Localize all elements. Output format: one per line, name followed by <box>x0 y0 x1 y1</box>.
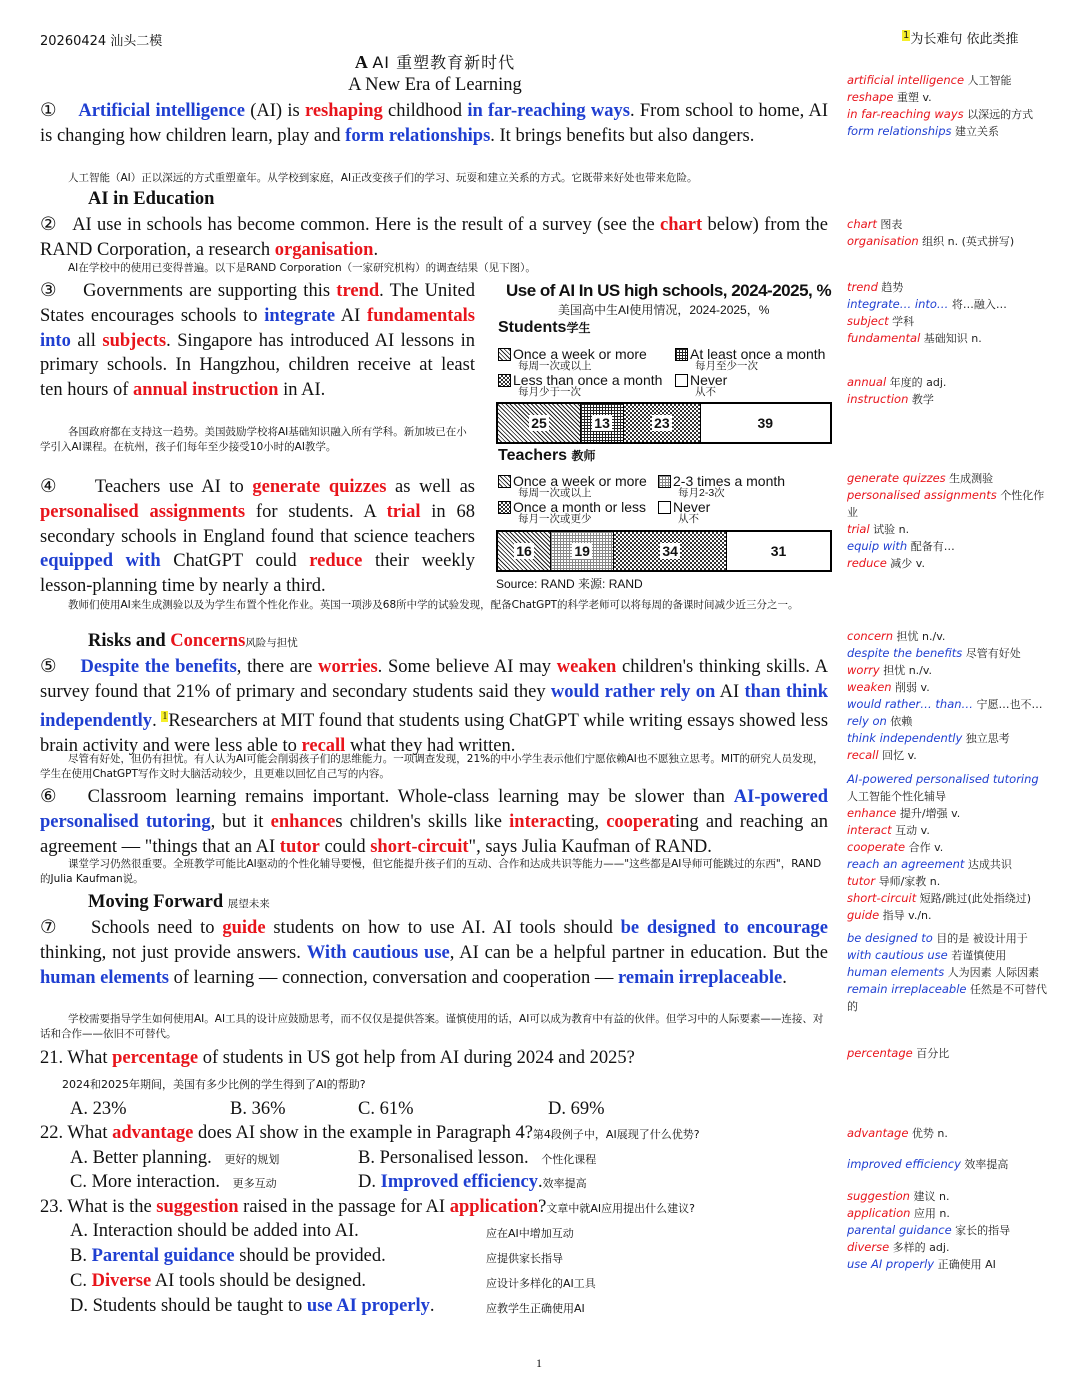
title-letter: A <box>354 52 368 72</box>
glossary-entry: use AI properly 正确使用 AI <box>847 1257 996 1271</box>
paragraph-2: ② AI use in schools has become common. Here is the result of a survey (see the chart below) from the RAND Corporation, a research organisation. <box>40 215 829 260</box>
q21-option-a[interactable]: A. 23% <box>70 1099 127 1119</box>
usage-chart <box>496 281 836 593</box>
glossary-block <box>847 1188 1047 1273</box>
q21-option-b[interactable]: B. 36% <box>230 1099 286 1119</box>
q21-option-c[interactable]: C. 61% <box>358 1099 414 1119</box>
q23-option-d-translation: 应教学生正确使用AI <box>486 1302 585 1315</box>
glossary-entry: improved efficiency 效率提高 <box>847 1157 1009 1171</box>
bar-segment <box>727 532 830 570</box>
bar-value-label: 13 <box>594 415 610 431</box>
teachers-group-label: Teachers 教师 <box>498 447 596 464</box>
glossary-entry: trial 试验 n. <box>847 522 910 536</box>
bar-value-label: 19 <box>574 543 590 559</box>
bar-segment <box>551 532 614 570</box>
pattern-swatch <box>498 348 511 361</box>
bar-value-label: 31 <box>770 543 787 559</box>
header-left: 20260424 汕头二模 <box>40 34 163 49</box>
q21-option-d[interactable]: D. 69% <box>548 1099 605 1119</box>
bar-segment <box>624 404 700 442</box>
q22-option-a[interactable]: A. Better planning. 更好的规划 <box>70 1148 280 1168</box>
glossary-block <box>847 374 1047 408</box>
pattern-swatch <box>658 501 671 514</box>
paragraph-6: ⑥ Classroom learning remains important. Whole-class learning may be slower than AI-powered personalised tutoring, but it enhances children's skills like interacting, cooperating and reaching an agreement — "things that an AI tutor could short-circuit", says Julia Kaufman of RAND. <box>40 787 829 857</box>
paragraph-6-translation: 课堂学习仍然很重要。全班教学可能比AI驱动的个性化辅导要慢，但它能提升孩子们的互动、合作和达成共识等能力——"这些都是AI导师可能跳过的东西"，RAND的Julia Kaufman说。 <box>40 858 822 885</box>
pattern-swatch <box>658 475 671 488</box>
glossary-entry: think independently 独立思考 <box>847 731 1010 745</box>
glossary-entry: fundamental 基础知识 n. <box>847 331 982 345</box>
glossary-entry: AI-powered personalised tutoring 人工智能个性化辅导 <box>847 772 1039 803</box>
q22-option-d[interactable]: D. Improved efficiency.效率提高 <box>358 1172 587 1192</box>
paragraph-1-translation: 人工智能（AI）正以深远的方式重塑童年。从学校到家庭，AI正改变孩子们的学习、玩耍和建立关系的方式。它既带来好处也带来危险。 <box>68 172 698 184</box>
legend-item: Once a week or more 每周一次或以上 <box>498 347 647 372</box>
glossary-entry: short-circuit 短路/跳过(此处指绕过) <box>847 891 1032 905</box>
glossary-block <box>847 771 1047 924</box>
page-subtitle: A New Era of Learning <box>348 75 522 95</box>
question-22: 22. What advantage does AI show in the example in Paragraph 4?第4段例子中，AI展现了什么优势? <box>40 1123 700 1143</box>
header-note: 为长难句 依此类推 <box>910 32 1019 47</box>
paragraph-7-translation: 学校需要指导学生如何使用AI。AI工具的设计应鼓励思考，而不仅仅是提供答案。谨慎使用的话，AI可以成为教育中有益的伙伴。但学习中的人际要素——连接、对话和合作——依旧不可替代。 <box>40 1013 824 1040</box>
glossary-entry: diverse 多样的 adj. <box>847 1240 950 1254</box>
glossary-block <box>847 628 1047 764</box>
glossary-entry: application 应用 n. <box>847 1206 950 1220</box>
students-stacked-bar <box>496 402 832 444</box>
glossary-entry: chart 图表 <box>847 217 903 231</box>
legend-item: Once a week or more 每周一次或以上 <box>498 474 647 499</box>
bar-segment <box>498 532 551 570</box>
pattern-swatch <box>675 348 688 361</box>
paragraph-4: ④ Teachers use AI to generate quizzes as well as personalised assignments for students. A trial in 68 secondary schools in England found that science teachers equipped with ChatGPT could reduce their weekly lesson-planning time by nearly a third. <box>40 477 476 597</box>
paragraph-3: ③ Governments are supporting this trend. The United States encourages schools to integrate AI fundamentals into all subjects. Singapore has introduced AI lessons in primary schools. In Hangzhou, children receive at least ten hours of annual instruction in AI. <box>40 281 476 401</box>
legend-item: Never 从不 <box>675 373 727 398</box>
students-legend <box>496 345 836 401</box>
q23-option-b-translation: 应提供家长指导 <box>486 1252 563 1265</box>
bar-segment <box>498 404 581 442</box>
paragraph-5: ⑤ Despite the benefits, there are worries. Some believe AI may weaken children's thinking skills. A survey found that 21% of primary and secondary students said they would rather rely on AI than think independently. $^1$Researchers at MIT found that students using ChatGPT while writing essays showed less brain activity and were less able to recall what they had written. <box>40 657 829 756</box>
q23-option-b[interactable]: B. Parental guidance should be provided. <box>70 1246 386 1266</box>
glossary-block <box>847 72 1047 140</box>
bar-value-label: 23 <box>654 415 670 431</box>
glossary-block <box>847 1045 1047 1062</box>
q22-option-b[interactable]: B. Personalised lesson. 个性化课程 <box>358 1148 597 1168</box>
teachers-legend <box>496 472 836 528</box>
page-title <box>0 50 870 73</box>
bar-value-label: 39 <box>757 415 774 431</box>
glossary-entry: in far-reaching ways 以深远的方式 <box>847 107 1034 121</box>
question-21-translation: 2024和2025年期间，美国有多少比例的学生得到了AI的帮助? <box>62 1078 366 1091</box>
glossary-entry: would rather… than… 宁愿…也不… <box>847 697 1043 711</box>
paragraph-2-translation: AI在学校中的使用已变得普遍。以下是RAND Corporation（一家研究机构）的调查结果（见下图）。 <box>68 262 536 274</box>
bar-value-label: 16 <box>516 543 532 559</box>
bar-value-label: 25 <box>531 415 547 431</box>
glossary-entry: suggestion 建议 n. <box>847 1189 950 1203</box>
glossary-entry: organisation 组织 n. (英式拼写) <box>847 234 1015 248</box>
legend-item: 2-3 times a month 每月2-3次 <box>658 474 785 499</box>
glossary-entry: with cautious use 若谨慎使用 <box>847 948 1007 962</box>
glossary-entry: reduce 减少 v. <box>847 556 925 570</box>
section-heading-forward: Moving Forward 展望未来 <box>88 892 270 912</box>
glossary-entry: cooperate 合作 v. <box>847 840 944 854</box>
section-heading-education: AI in Education <box>88 189 215 209</box>
glossary-entry: reach an agreement 达成共识 <box>847 857 1012 871</box>
glossary-block <box>847 470 1047 572</box>
glossary-block <box>847 279 1047 347</box>
title-text: AI 重塑教育新时代 <box>372 53 516 72</box>
glossary-entry: concern 担忧 n./v. <box>847 629 946 643</box>
chart-subtitle: 美国高中生AI使用情况，2024-2025，% <box>558 303 770 317</box>
glossary-entry: remain irreplaceable 任然是不可替代的 <box>847 982 1047 1013</box>
glossary-entry: guide 指导 v./n. <box>847 908 932 922</box>
bar-segment <box>581 404 624 442</box>
question-21: 21. What percentage of students in US got help from AI during 2024 and 2025? <box>40 1048 635 1068</box>
glossary-entry: generate quizzes 生成测验 <box>847 471 994 485</box>
q23-option-a[interactable]: A. Interaction should be added into AI. <box>70 1221 359 1241</box>
glossary-block <box>847 216 1047 250</box>
glossary-entry: trend 趋势 <box>847 280 904 294</box>
paragraph-4-translation: 教师们使用AI来生成测验以及为学生布置个性化作业。英国一项涉及68所中学的试验发现，配备ChatGPT的科学老师可以将每周的备课时间减少近三分之一。 <box>68 599 799 611</box>
bar-value-label: 34 <box>662 543 678 559</box>
legend-item: At least once a month 每月至少一次 <box>675 347 825 372</box>
glossary-block <box>847 1156 1047 1173</box>
glossary-block <box>847 1125 1047 1142</box>
glossary-entry: worry 担忧 n./v. <box>847 663 933 677</box>
glossary-entry: parental guidance 家长的指导 <box>847 1223 1011 1237</box>
q23-option-a-translation: 应在AI中增加互动 <box>486 1227 574 1240</box>
chart-source: Source: RAND 来源: RAND <box>496 577 643 591</box>
section-heading-risks: Risks and Concerns风险与担忧 <box>88 631 298 651</box>
glossary-entry: personalised assignments 个性化作业 <box>847 488 1045 519</box>
pattern-swatch <box>498 475 511 488</box>
chart-title: Use of AI In US high schools, 2024-2025, % <box>506 281 832 300</box>
glossary-entry: artificial intelligence 人工智能 <box>847 73 1012 87</box>
q23-option-c-translation: 应设计多样化的AI工具 <box>486 1277 596 1290</box>
glossary-entry: enhance 提升/增强 v. <box>847 806 961 820</box>
pattern-swatch <box>498 501 511 514</box>
glossary-block <box>847 930 1047 1015</box>
paragraph-3-translation: 各国政府都在支持这一趋势。美国鼓励学校将AI基础知识融入所有学科。新加坡已在小学引入AI课程。在杭州，孩子们每年至少接受10小时的AI教学。 <box>40 426 467 453</box>
paragraph-5-translation: 尽管有好处，但仍有担忧。有人认为AI可能会削弱孩子们的思维能力。一项调查发现，21%的中小学生表示他们宁愿依赖AI也不愿独立思考。MIT的研究人员发现，学生在使用ChatGPT写作文时大脑活动较少，且更难以回忆自己写的内容。 <box>40 753 824 780</box>
legend-item: Once a month or less 每月一次或更少 <box>498 500 646 525</box>
glossary-entry: weaken 削弱 v. <box>847 680 930 694</box>
legend-item: Less than once a month 每月少于一次 <box>498 373 662 398</box>
q22-option-c[interactable]: C. More interaction. 更多互动 <box>70 1172 277 1192</box>
glossary-entry: integrate… into… 将…融入… <box>847 297 1007 311</box>
long-sentence-marker: 1 <box>162 710 168 722</box>
question-23: 23. What is the suggestion raised in the passage for AI application?文章中就AI应用提出什么建议? <box>40 1197 695 1217</box>
glossary-entry: instruction 教学 <box>847 392 934 406</box>
highlight-marker: 1 <box>903 29 910 41</box>
page-number: 1 <box>536 1356 542 1370</box>
bar-segment <box>614 532 727 570</box>
paragraph-1: ① Artificial intelligence (AI) is reshaping childhood in far-reaching ways. From school to home, AI is changing how children learn, play and form relationships. It brings benefits but also dangers. <box>40 101 828 146</box>
q23-option-c[interactable]: C. Diverse AI tools should be designed. <box>70 1271 366 1291</box>
bar-segment <box>701 404 830 442</box>
header-right <box>902 28 1019 47</box>
glossary-entry: reshape 重塑 v. <box>847 90 932 104</box>
glossary-entry: rely on 依赖 <box>847 714 913 728</box>
paragraph-7: ⑦ Schools need to guide students on how to use AI. AI tools should be designed to encourage thinking, not just provide answers. With cautious use, AI can be a helpful partner in education. But the human elements of learning — connection, conversation and cooperation — remain irreplaceable. <box>40 918 829 988</box>
glossary-entry: advantage 优势 n. <box>847 1126 948 1140</box>
glossary-entry: annual 年度的 adj. <box>847 375 947 389</box>
legend-item: Never 从不 <box>658 500 710 525</box>
glossary-entry: interact 互动 v. <box>847 823 930 837</box>
glossary-entry: tutor 导师/家教 n. <box>847 874 941 888</box>
glossary-entry: human elements 人为因素 人际因素 <box>847 965 1040 979</box>
teachers-stacked-bar <box>496 530 832 572</box>
pattern-swatch <box>498 374 511 387</box>
students-group-label: Students学生 <box>498 319 591 336</box>
q23-option-d[interactable]: D. Students should be taught to use AI properly. <box>70 1296 435 1316</box>
glossary-entry: be designed to 目的是 被设计用于 <box>847 931 1028 945</box>
glossary-entry: equip with 配备有… <box>847 539 955 553</box>
glossary-entry: recall 回忆 v. <box>847 748 917 762</box>
glossary-entry: despite the benefits 尽管有好处 <box>847 646 1021 660</box>
glossary-entry: form relationships 建立关系 <box>847 124 1000 138</box>
glossary-entry: subject 学科 <box>847 314 915 328</box>
pattern-swatch <box>675 374 688 387</box>
glossary-entry: percentage 百分比 <box>847 1046 950 1060</box>
